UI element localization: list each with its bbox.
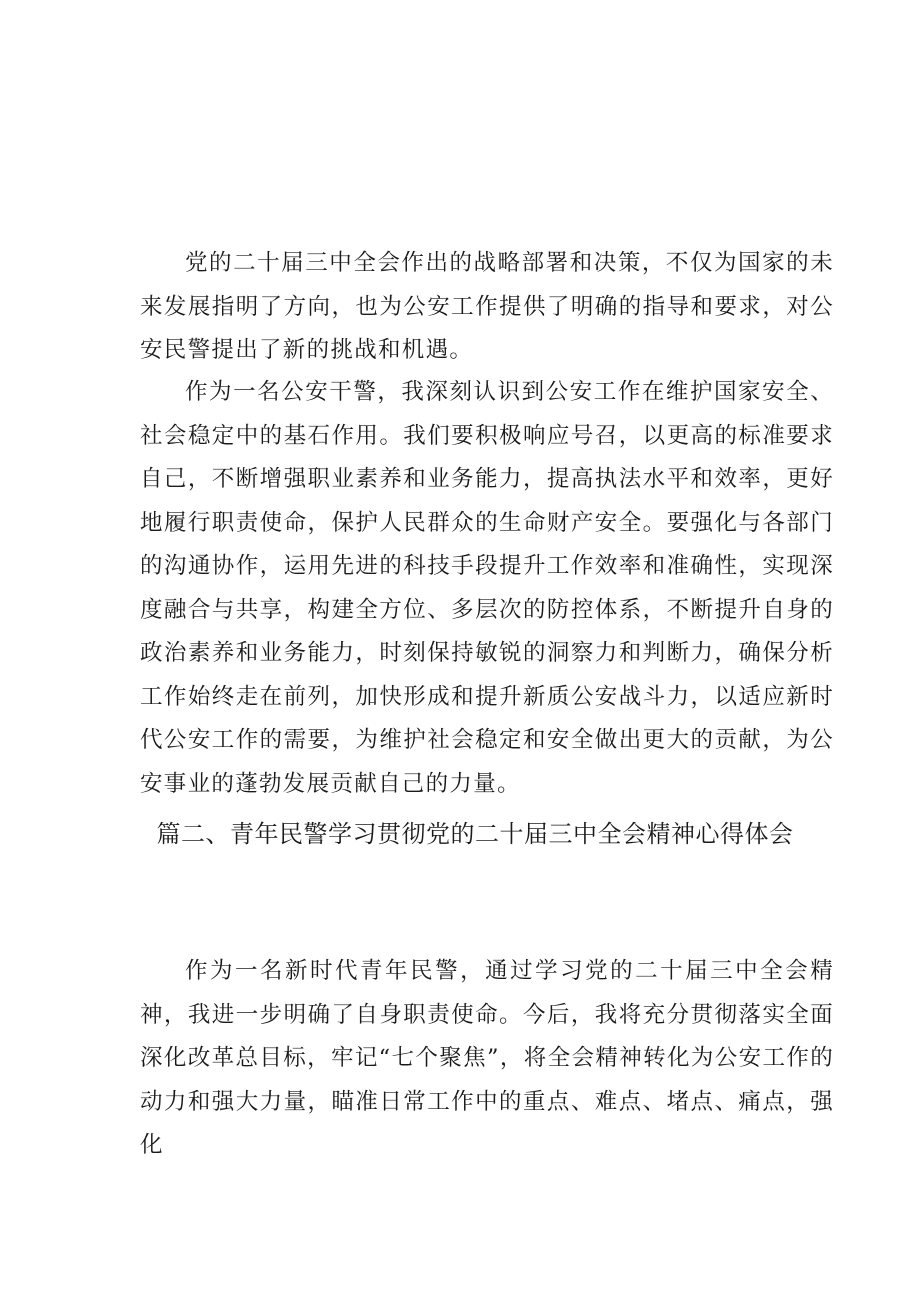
section-heading: 篇二、青年民警学习贯彻党的二十届三中全会精神心得体会: [156, 820, 794, 848]
body-paragraph: 作为一名公安干警，我深刻认识到公安工作在维护国家安全、社会稳定中的基石作用。我们要积极响应号召，以更高的标准要求自己，不断增强职业素养和业务能力，提高执法水平和效率，更好地履行职责使命，保护人民群众的生命财产安全。要强化与各部门的沟通协作，运用先进的科技手段提升工作效率和准确性，实现深度融合与共享，构建全方位、多层次的防控体系，不断提升自身的政治素养和业务能力，时刻保持敏锐的洞察力和判断力，确保分析工作始终走在前列，加快形成和提升新质公安战斗力，以适应新时代公安工作的需要，为维护社会稳定和安全做出更大的贡献，为公安事业的蓬勃发展贡献自己的力量。: [140, 379, 834, 797]
body-paragraph: 党的二十届三中全会作出的战略部署和决策，不仅为国家的未来发展指明了方向，也为公安工作提供了明确的指导和要求，对公安民警提出了新的挑战和机遇。: [140, 250, 834, 363]
body-paragraph: 作为一名新时代青年民警，通过学习党的二十届三中全会精神，我进一步明确了自身职责使命。今后，我将充分贯彻落实全面深化改革总目标，牢记“七个聚焦”，将全会精神转化为公安工作的动力和强大力量，瞄准日常工作中的重点、难点、堵点、痛点，强化: [140, 958, 834, 1158]
